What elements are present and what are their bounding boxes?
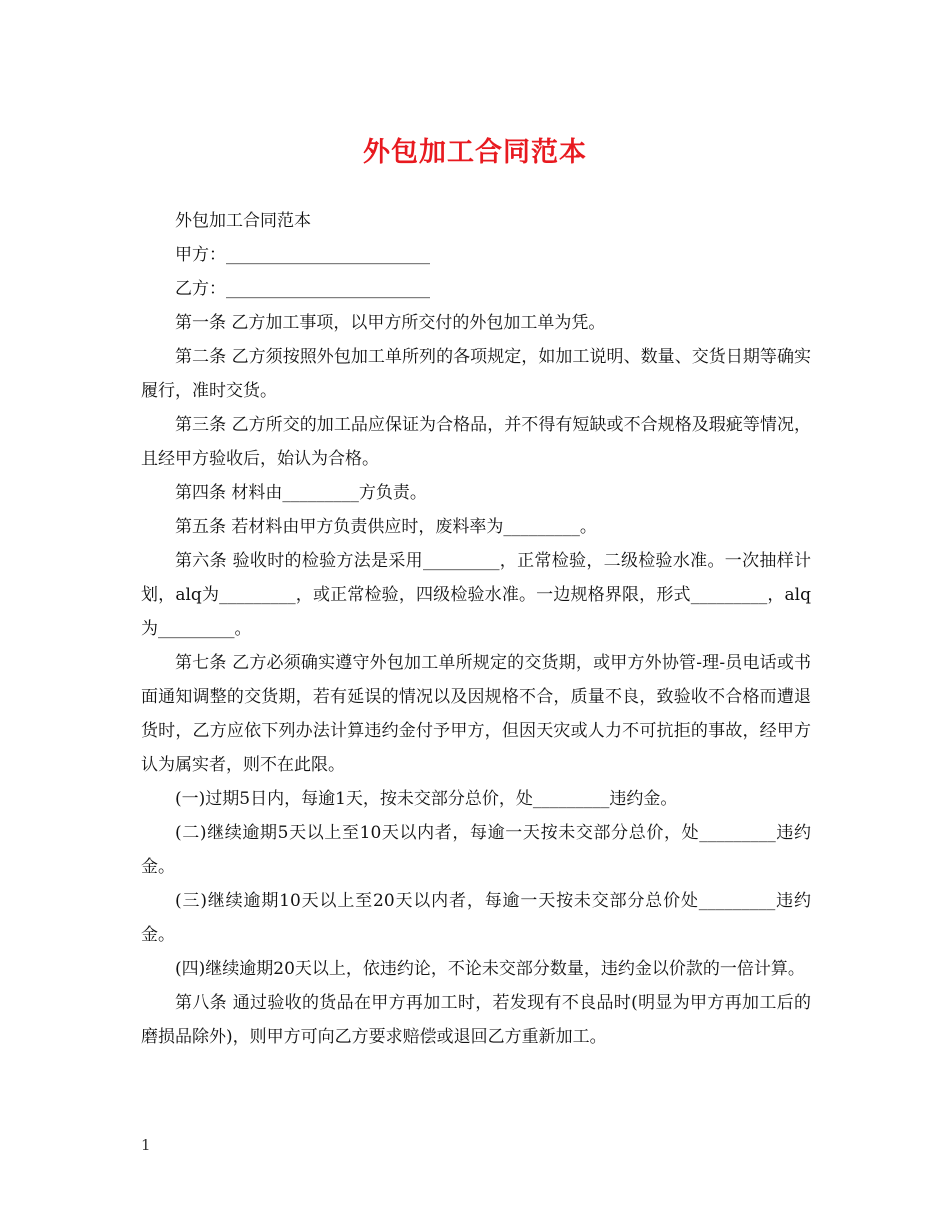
paragraph-article-6: 第六条 验收时的检验方法是采用_________，正常检验，二级检验水准。一次抽样计划，alq为_________，或正常检验，四级检验水准。一边规格界限，形式_________，alq为_________。 [141,551,811,639]
paragraph-clause-1: (一)过期5日内，每逾1天，按未交部分总价，处_________违约金。 [175,789,678,809]
paragraph-article-2: 第二条 乙方须按照外包加工单所列的各项规定，如加工说明、数量、交货日期等确实履行，准时交货。 [141,347,811,401]
paragraph-clause-3: (三)继续逾期10天以上至20天以内者，每逾一天按未交部分总价处_________违约金。 [141,891,811,945]
paragraph-article-8: 第八条 通过验收的货品在甲方再加工时，若发现有不良品时(明显为甲方再加工后的磨损品除外)，则甲方可向乙方要求赔偿或退回乙方重新加工。 [141,993,811,1047]
page-number: 1 [141,1136,151,1154]
document-body [141,204,811,1054]
paragraph-article-1: 第一条 乙方加工事项，以甲方所交付的外包加工单为凭。 [175,313,606,333]
paragraph-clause-4: (四)继续逾期20天以上，依违约论，不论未交部分数量，违约金以价款的一倍计算。 [175,959,805,979]
document-title: 外包加工合同范本 [363,137,587,168]
paragraph-article-3: 第三条 乙方所交的加工品应保证为合格品，并不得有短缺或不合规格及瑕疵等情况，且经甲方验收后，始认为合格。 [141,415,811,469]
paragraph-article-7: 第七条 乙方必须确实遵守外包加工单所规定的交货期，或甲方外协管-理-员电话或书面通知调整的交货期，若有延误的情况以及因规格不合，质量不良，致验收不合格而遭退货时，乙方应依下列办法计算违约金付予甲方，但因天灾或人力不可抗拒的事故，经甲方认为属实者，则不在此限。 [141,653,811,775]
paragraph-party-a: 甲方：________________________ [175,245,430,265]
paragraph-article-4: 第四条 材料由_________方负责。 [175,483,427,503]
paragraph-party-b: 乙方：________________________ [175,279,430,299]
paragraph-subtitle: 外包加工合同范本 [175,211,311,231]
paragraph-article-5: 第五条 若材料由甲方负责供应时，废料率为_________。 [175,517,597,537]
paragraph-clause-2: (二)继续逾期5天以上至10天以内者，每逾一天按未交部分总价，处_________违约金。 [141,823,811,877]
